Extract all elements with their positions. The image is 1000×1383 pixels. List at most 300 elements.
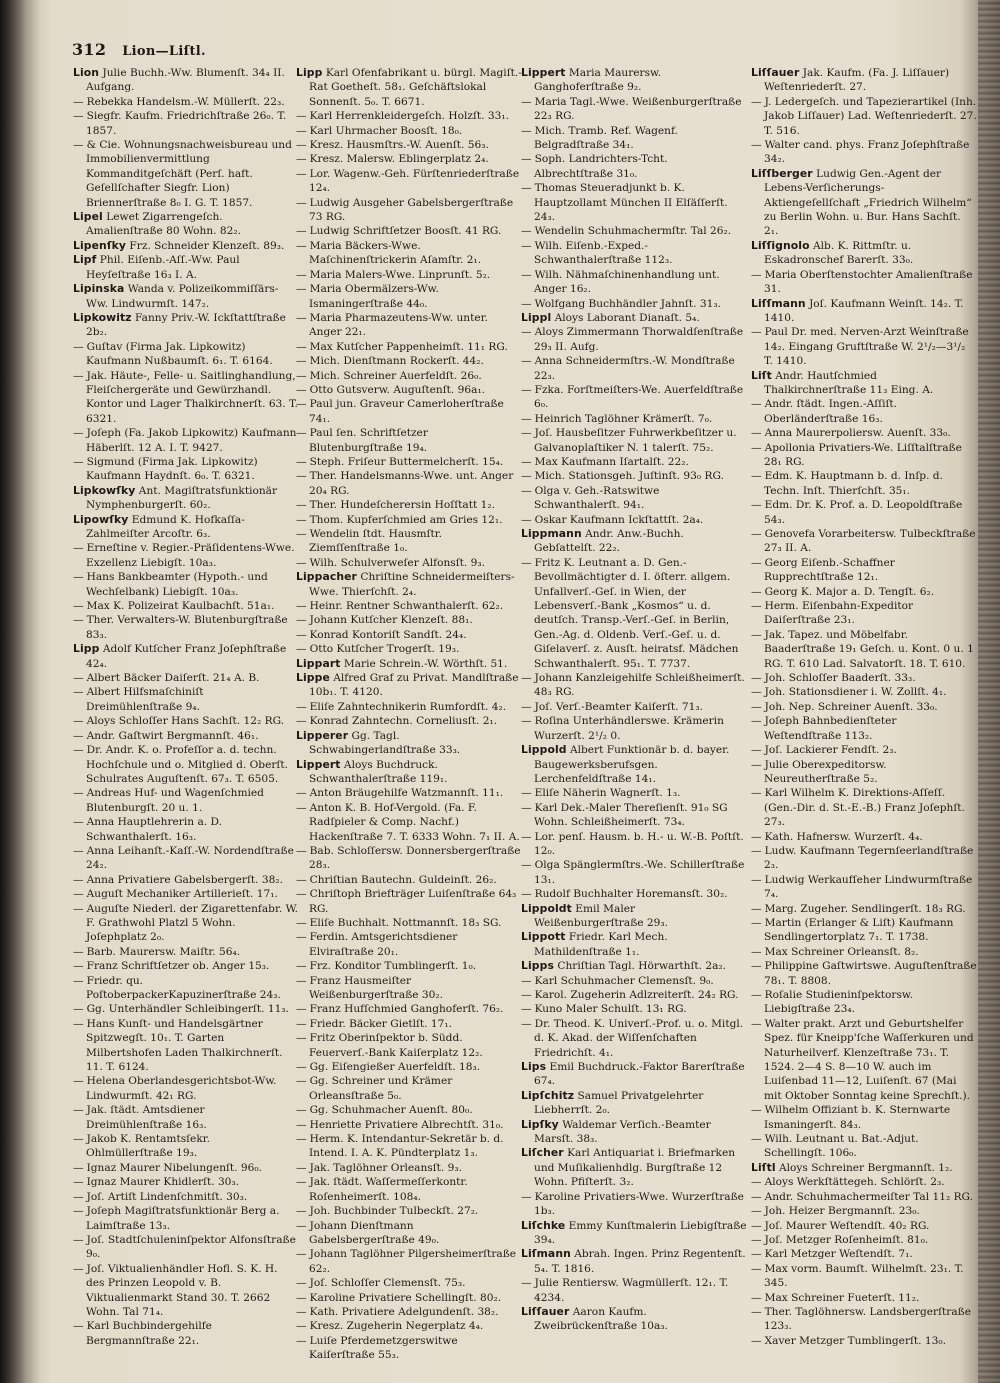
repeat-dash: — bbox=[751, 830, 762, 843]
entry-text: Max vorm. Baumſt. Wilhelmſt. 23₁. T. 345. bbox=[764, 1262, 964, 1290]
entry-text: Konrad Zahntechn. Corneliusſt. 2₁. bbox=[309, 715, 498, 728]
repeat-dash: — bbox=[751, 873, 762, 886]
entry-surname: Lippert bbox=[296, 757, 341, 771]
entry-text: Anton Bräugehilfe Watzmannſt. 11₁. bbox=[309, 787, 504, 800]
entry-text: Karl Schuhmacher Clemensſt. 9₀. bbox=[534, 974, 714, 987]
directory-entry bbox=[751, 325, 977, 368]
repeat-dash: — bbox=[296, 528, 307, 540]
repeat-dash: — bbox=[751, 470, 762, 483]
repeat-dash: — bbox=[296, 1305, 307, 1318]
entry-text: Lor. Wagenw.-Geh. Fürſtenriederſtraße 12₄. bbox=[309, 167, 520, 195]
repeat-dash: — bbox=[521, 989, 532, 1001]
directory-entry bbox=[296, 311, 522, 340]
directory-entry bbox=[751, 1233, 977, 1247]
entry-text: Paul jun. Graveur Camerloherſtraße 74₁. bbox=[309, 398, 504, 425]
entry-text: Heinr. Rentner Schwanthalerſt. 62₂. bbox=[309, 600, 504, 613]
entry-text: Emmy Kunſtmalerin Liebigſtraße 39₄. bbox=[534, 1219, 747, 1246]
repeat-dash: — bbox=[73, 139, 84, 152]
repeat-dash: — bbox=[751, 95, 762, 108]
repeat-dash: — bbox=[296, 1032, 307, 1045]
entry-text: Erneſtine v. Regier.-Präſidentens-Wwe. Exzellenz Liebigſt. 10a₃. bbox=[86, 542, 295, 569]
entry-text: Andr. Gaſtwirt Bergmannſt. 46₁. bbox=[86, 729, 259, 742]
directory-entry bbox=[521, 124, 747, 153]
entry-text: Anna Maurerpoliersw. Auenſt. 33₀. bbox=[764, 427, 951, 440]
repeat-dash: — bbox=[296, 1205, 307, 1218]
entry-text: Kresz. Hausmſtrs.-W. Auenſt. 56₃. bbox=[309, 139, 489, 152]
entry-text: Aloys Werkſtättegeh. Schlörſt. 2₃. bbox=[764, 1176, 945, 1189]
directory-entry bbox=[521, 224, 747, 238]
directory-entry bbox=[751, 1262, 977, 1291]
entry-text: Aloys Zimmermann Thorwaldſenſtraße 29₃ II. Aufg. bbox=[534, 326, 744, 353]
entry-text: Julie Rentiersw. Wagmüllerſt. 12₁. T. 4234. bbox=[534, 1277, 729, 1304]
repeat-dash: — bbox=[521, 182, 532, 195]
entry-surname: Lippott bbox=[521, 930, 566, 944]
directory-entry bbox=[521, 671, 747, 700]
entry-text: Johann Dienſtmann Gabelsbergerſtraße 49₀. bbox=[309, 1219, 440, 1246]
entry-text: Aloys Buchdruck. Schwanthalerſtraße 119₁. bbox=[309, 758, 448, 785]
directory-entry bbox=[296, 124, 522, 138]
entry-text: Roſina Unterhändlerswe. Krämerin Wurzerſt. 2¹/₂ 0. bbox=[534, 715, 724, 742]
entry-text: Aaron Kaufm. Zweibrückenſtraße 10a₃. bbox=[534, 1305, 668, 1333]
repeat-dash: — bbox=[521, 1190, 532, 1203]
directory-entry bbox=[296, 974, 522, 1003]
directory-entry bbox=[751, 873, 977, 902]
directory-entry bbox=[296, 138, 522, 152]
repeat-dash: — bbox=[751, 902, 762, 915]
repeat-dash: — bbox=[73, 1320, 84, 1333]
directory-entry bbox=[751, 268, 977, 297]
entry-text: Frz. Schneider Klenzeſt. 89₃. bbox=[129, 239, 285, 252]
entry-text: Maria Oberſtenstochter Amalienſtraße 31. bbox=[764, 268, 973, 296]
directory-entry bbox=[751, 916, 977, 945]
repeat-dash: — bbox=[521, 239, 532, 252]
entry-text: Joh. Nep. Schreiner Auenſt. 33₀. bbox=[764, 700, 938, 713]
repeat-dash: — bbox=[751, 916, 762, 929]
entry-text: Ludwig Schriftſetzer Boosſt. 41 RG. bbox=[309, 225, 502, 238]
entry-text: Xaver Metzger Tumblingerſt. 13₀. bbox=[764, 1334, 947, 1347]
directory-entry bbox=[73, 570, 299, 599]
directory-entry bbox=[751, 1219, 977, 1233]
repeat-dash: — bbox=[521, 1277, 532, 1290]
entry-surname: Lippold bbox=[521, 743, 567, 757]
directory-entry bbox=[751, 743, 977, 757]
directory-entry bbox=[73, 426, 299, 455]
directory-entry bbox=[521, 556, 747, 671]
repeat-dash: — bbox=[751, 686, 762, 699]
entry-text: Wilhelm Offiziant b. K. Sternwarte Ismaningerſt. 84₃. bbox=[764, 1104, 951, 1131]
repeat-dash: — bbox=[521, 412, 532, 425]
entry-surname: Liſſmann bbox=[751, 296, 806, 310]
directory-entry bbox=[73, 815, 299, 844]
repeat-dash: — bbox=[73, 729, 84, 742]
repeat-dash: — bbox=[521, 225, 532, 238]
directory-entry bbox=[73, 239, 299, 253]
repeat-dash: — bbox=[73, 369, 84, 382]
repeat-dash: — bbox=[73, 816, 84, 829]
repeat-dash: — bbox=[751, 1334, 762, 1347]
repeat-dash: — bbox=[73, 110, 84, 123]
entry-text: Jakob K. Rentamtsſekr. Ohlmüllerſtraße 19₃. bbox=[86, 1133, 211, 1160]
directory-entry bbox=[521, 412, 747, 426]
repeat-dash: — bbox=[296, 1133, 307, 1146]
directory-entry bbox=[751, 786, 977, 829]
entry-surname: Liſſberger bbox=[751, 166, 813, 180]
directory-entry bbox=[296, 1002, 522, 1016]
directory-entry bbox=[751, 959, 977, 988]
repeat-dash: — bbox=[521, 1003, 532, 1016]
repeat-dash: — bbox=[73, 686, 84, 699]
entry-text: Lewet Zigarrengeſch. Amalienſtraße 80 Wohn. 82₂. bbox=[86, 211, 242, 238]
entry-text: Max Schreiner Orleansſt. 8₂. bbox=[764, 945, 919, 958]
repeat-dash: — bbox=[751, 1205, 762, 1218]
directory-entry bbox=[296, 224, 522, 238]
directory-entry bbox=[73, 1262, 299, 1320]
entry-text: Karl Herrenkleidergeſch. Holzſt. 33₁. bbox=[309, 110, 510, 123]
repeat-dash: — bbox=[751, 844, 762, 857]
repeat-dash: — bbox=[521, 297, 532, 310]
entry-text: Ther. Handelsmanns-Wwe. unt. Anger 20₄ RG. bbox=[309, 470, 514, 497]
repeat-dash: — bbox=[296, 153, 307, 166]
repeat-dash: — bbox=[751, 398, 762, 411]
entry-text: Martin (Erlanger & Liſt) Kaufmann Sendlingertorplatz 7₁. T. 1738. bbox=[764, 916, 954, 944]
directory-entry bbox=[296, 556, 522, 570]
entry-text: Roſalie Studieninſpektorsw. Liebigſtraße 23₄. bbox=[764, 989, 914, 1016]
entry-text: Marie Schrein.-W. Wörthſt. 51. bbox=[343, 657, 508, 670]
repeat-dash: — bbox=[751, 945, 762, 958]
entry-text: Karl Metzger Weſtendſt. 7₁. bbox=[764, 1248, 913, 1261]
repeat-dash: — bbox=[73, 844, 84, 857]
directory-entry bbox=[521, 325, 747, 354]
entry-text: Ant. Magiſtratsfunktionär Nymphenburgerſt. 60₂. bbox=[86, 484, 278, 512]
entry-text: Waldemar Verſich.-Beamter Marsſt. 38₃. bbox=[534, 1118, 711, 1146]
entry-text: Ther. Taglöhnersw. Landsbergerſtraße 123₃. bbox=[764, 1305, 971, 1333]
directory-entry bbox=[73, 685, 299, 714]
entry-text: Joh. Schloſſer Baaderſt. 33₃. bbox=[764, 672, 916, 685]
directory-entry bbox=[521, 152, 747, 181]
directory-entry bbox=[73, 1017, 299, 1075]
directory-column-2 bbox=[296, 66, 522, 1376]
directory-entry bbox=[73, 902, 299, 945]
directory-entry bbox=[521, 887, 747, 901]
directory-entry bbox=[296, 1132, 522, 1161]
repeat-dash: — bbox=[296, 643, 307, 656]
repeat-dash: — bbox=[751, 326, 762, 339]
directory-entry bbox=[296, 369, 522, 383]
entry-text: Gg. Schreiner und Krämer Orleansſtraße 5₀. bbox=[309, 1075, 453, 1102]
directory-entry bbox=[751, 1161, 977, 1175]
repeat-dash: — bbox=[751, 744, 762, 757]
directory-entry bbox=[521, 801, 747, 830]
entry-text: Philippine Gaſtwirtswe. Auguſtenſtraße 78₁. T. 8808. bbox=[764, 960, 977, 987]
directory-entry bbox=[521, 830, 747, 859]
entry-text: & Cie. Wohnungsnachweisbureau und Immobilienvermittlung Kommanditgeſchäft (Perſ. haft. Geſellſchafter Siegfr. Lion) Briennerſtraße 8₀ I. G. T. 1857. bbox=[86, 139, 292, 209]
entry-text: Max K. Polizeirat Kaulbachſt. 51a₁. bbox=[86, 600, 275, 613]
repeat-dash: — bbox=[296, 110, 307, 123]
repeat-dash: — bbox=[296, 311, 307, 324]
repeat-dash: — bbox=[296, 455, 307, 468]
repeat-dash: — bbox=[73, 902, 84, 915]
directory-entry bbox=[751, 397, 977, 426]
repeat-dash: — bbox=[296, 225, 307, 238]
directory-entry bbox=[296, 714, 522, 728]
repeat-dash: — bbox=[73, 672, 84, 685]
entry-text: Johann Kutſcher Klenzeſt. 88₁. bbox=[309, 614, 473, 627]
page-number: 312 bbox=[72, 40, 107, 59]
entry-text: Karl Buchbindergehilfe Bergmannſtraße 22₁. bbox=[86, 1320, 212, 1347]
directory-entry bbox=[751, 167, 977, 239]
directory-entry bbox=[73, 513, 299, 542]
repeat-dash: — bbox=[296, 888, 307, 901]
entry-text: Jak. Häute-, Felle- u. Saitlinghandlung, Fleiſchergeräte und Gewürzhandl. Kontor und Lager Thalkirchnerſt. 63. T. 6321. bbox=[86, 369, 298, 425]
entry-text: Chriſtine Schneidermeiſters-Wwe. Thierſchſt. 2₄. bbox=[309, 571, 515, 598]
entry-text: Anna Schneidermſtrs.-W. Mondſtraße 22₃. bbox=[534, 355, 735, 382]
page-range: Lion—Liſtl. bbox=[122, 44, 206, 59]
directory-entry bbox=[296, 700, 522, 714]
repeat-dash: — bbox=[296, 873, 307, 886]
directory-entry bbox=[751, 714, 977, 743]
repeat-dash: — bbox=[521, 672, 532, 685]
repeat-dash: — bbox=[73, 455, 84, 468]
directory-entry bbox=[751, 758, 977, 787]
directory-entry bbox=[751, 830, 977, 844]
entry-text: Rudolf Buchhalter Horemansſt. 30₂. bbox=[534, 888, 728, 901]
entry-text: Paul Dr. med. Nerven-Arzt Weinſtraße 14₂. Eingang Gruftſtraße W. 2¹/₂—3¹/₂ T. 1410. bbox=[764, 326, 969, 368]
repeat-dash: — bbox=[751, 585, 762, 598]
entry-text: Dr. Andr. K. o. Profeſſor a. d. techn. Hochſchule und o. Mitglied d. Oberſt. Schulrates Auguſtenſt. 67₃. T. 6505. bbox=[86, 744, 288, 785]
entry-text: Siegfr. Kaufm. Friedrichſtraße 26₀. T. 1857. bbox=[86, 110, 287, 137]
entry-text: Franz Schriftſetzer ob. Anger 15₃. bbox=[86, 960, 270, 973]
directory-entry bbox=[296, 1305, 522, 1319]
directory-column-4 bbox=[751, 66, 977, 1376]
repeat-dash: — bbox=[296, 960, 307, 973]
directory-entry bbox=[73, 671, 299, 685]
repeat-dash: — bbox=[296, 556, 307, 569]
directory-entry bbox=[296, 1291, 522, 1305]
entry-text: Olga v. Geh.-Ratswitwe Schwanthalerſt. 94₁. bbox=[534, 484, 660, 512]
entry-surname: Lippmann bbox=[521, 527, 582, 540]
directory-entry bbox=[521, 95, 747, 124]
repeat-dash: — bbox=[751, 1291, 762, 1304]
repeat-dash: — bbox=[521, 974, 532, 987]
repeat-dash: — bbox=[296, 167, 307, 180]
repeat-dash: — bbox=[296, 124, 307, 137]
entry-text: Karl Antiquariat i. Briefmarken und Muſikalienhdlg. Burgſtraße 12 Wohn. Pfiſterſt. 3₂. bbox=[534, 1147, 736, 1189]
entry-surname: Liſtl bbox=[751, 1160, 776, 1174]
repeat-dash: — bbox=[296, 787, 307, 800]
entry-text: Helena Oberlandesgerichtsbot-Ww. Lindwurmſt. 42₁ RG. bbox=[86, 1075, 277, 1102]
repeat-dash: — bbox=[73, 873, 84, 886]
entry-text: Anna Leihanſt.-Kaſſ.-W. Nordendſtraße 24₂. bbox=[86, 844, 294, 872]
entry-text: Fzka. Forſtmeiſters-We. Auerfeldſtraße 6₀. bbox=[534, 383, 744, 411]
entry-text: Joſ. Artiſt Lindenſchmitſt. 30₃. bbox=[86, 1190, 248, 1203]
entry-text: Joſeph Magiſtratsfunktionär Berg a. Laimſtraße 13₃. bbox=[86, 1205, 280, 1232]
directory-entry bbox=[73, 1074, 299, 1103]
entry-surname: Liſcher bbox=[521, 1146, 564, 1160]
entry-text: Maria Obermälzers-Ww. Ismaningerſtraße 44₀. bbox=[309, 283, 439, 310]
entry-text: Mich. Dienſtmann Rockerſt. 44₂. bbox=[309, 355, 484, 368]
entry-text: Alfred Graf zu Privat. Mandlſtraße 10b₁. T. 4120. bbox=[309, 672, 519, 699]
directory-entry bbox=[73, 210, 299, 239]
repeat-dash: — bbox=[73, 787, 84, 800]
directory-entry bbox=[521, 354, 747, 383]
entry-text: Edm. K. Hauptmann b. d. Inſp. d. Techn. Inſt. Thierſchſt. 35₁. bbox=[764, 470, 943, 497]
entry-text: Auguſt Mechaniker Artillerieſt. 17₁. bbox=[86, 888, 278, 901]
entry-text: Edm. Dr. K. Prof. a. D. Leopoldſtraße 54₃. bbox=[764, 499, 963, 526]
repeat-dash: — bbox=[296, 470, 307, 483]
entry-text: Samuel Privatgelehrter Liebherrſt. 2₀. bbox=[534, 1089, 704, 1117]
directory-entry bbox=[73, 714, 299, 728]
entry-text: Jak. ſtädt. Waſſermeſſerkontr. Roſenheimerſt. 108₄. bbox=[309, 1176, 468, 1203]
directory-entry bbox=[751, 469, 977, 498]
entry-text: Guſtav (Firma Jak. Lipkowitz) Kaufmann Nußbaumſt. 6₁. T. 6164. bbox=[86, 340, 273, 368]
repeat-dash: — bbox=[73, 1075, 84, 1088]
entry-text: Joſ. Stadtſchuleninſpektor Alfonsſtraße 9₀. bbox=[86, 1233, 296, 1261]
repeat-dash: — bbox=[73, 974, 84, 987]
repeat-dash: — bbox=[73, 1133, 84, 1146]
repeat-dash: — bbox=[296, 1061, 307, 1074]
directory-entry bbox=[296, 1204, 522, 1218]
repeat-dash: — bbox=[73, 1262, 84, 1275]
entry-text: Auguſte Niederl. der Zigarettenfabr. W. F. Grathwohl Platzl 5 Wohn. Joſephplatz 2₀. bbox=[86, 902, 298, 944]
repeat-dash: — bbox=[73, 614, 84, 627]
entry-surname: Liſſignolo bbox=[751, 238, 810, 252]
entry-text: Fritz Oberinſpektor b. Südd. Feuerverſ.-Bank Kaiſerplatz 12₂. bbox=[309, 1032, 483, 1059]
directory-entry bbox=[521, 239, 747, 268]
repeat-dash: — bbox=[296, 369, 307, 382]
repeat-dash: — bbox=[751, 1262, 762, 1275]
repeat-dash: — bbox=[296, 1118, 307, 1131]
entry-text: Karol. Zugeherin Adlzreiterſt. 24₂ RG. bbox=[534, 989, 739, 1001]
directory-entry bbox=[521, 1146, 747, 1189]
directory-entry bbox=[751, 66, 977, 95]
directory-entry bbox=[521, 988, 747, 1002]
entry-text: Karl Dek.-Maler Thereſienſt. 91₀ SG Wohn. Schleißheimerſt. 73₄. bbox=[534, 801, 728, 829]
directory-column-3 bbox=[521, 66, 747, 1376]
entry-text: Kresz. Zugeherin Negerplatz 4₄. bbox=[309, 1320, 484, 1333]
directory-entry bbox=[521, 426, 747, 455]
entry-text: Ignaz Maurer Nibelungenſt. 96₀. bbox=[86, 1161, 263, 1174]
entry-text: Paul ſen. Schriftſetzer Blutenburgſtraße 19₄. bbox=[309, 427, 428, 454]
directory-entry bbox=[73, 1233, 299, 1262]
entry-surname: Lipp bbox=[73, 642, 100, 656]
repeat-dash: — bbox=[751, 989, 762, 1001]
repeat-dash: — bbox=[521, 470, 532, 483]
repeat-dash: — bbox=[751, 960, 762, 973]
entry-text: Karoline Privatiere Schellingſt. 80₂. bbox=[309, 1291, 502, 1304]
entry-surname: Liſſauer bbox=[751, 66, 800, 79]
repeat-dash: — bbox=[521, 268, 532, 281]
repeat-dash: — bbox=[296, 1219, 307, 1232]
entry-text: Barb. Maurersw. Maiſtr. 56₄. bbox=[86, 945, 241, 958]
entry-text: Hans Kunſt- und Handelsgärtner Spitzwegſt. 10₁. T. Garten Milbertshofen Laden Thalkirchnerſt. 11. T. 6124. bbox=[86, 1017, 283, 1074]
page-header bbox=[72, 40, 952, 64]
repeat-dash: — bbox=[73, 888, 84, 901]
directory-entry bbox=[521, 902, 747, 931]
directory-entry bbox=[296, 873, 522, 887]
repeat-dash: — bbox=[296, 1104, 307, 1117]
entry-text: Ludwig Ausgeher Gabelsbergerſtraße 73 RG. bbox=[309, 196, 514, 224]
directory-entry bbox=[73, 66, 299, 95]
binding-shadow bbox=[0, 0, 40, 1383]
entry-text: Mich. Schreiner Auerfeldſt. 26₀. bbox=[309, 369, 482, 382]
repeat-dash: — bbox=[296, 1291, 307, 1304]
repeat-dash: — bbox=[521, 383, 532, 396]
entry-text: Albert Hilfsmaſchiniſt Dreimühlenſtraße 9₄. bbox=[86, 686, 204, 713]
repeat-dash: — bbox=[521, 888, 532, 901]
directory-entry bbox=[296, 282, 522, 311]
repeat-dash: — bbox=[296, 1320, 307, 1333]
directory-entry bbox=[296, 268, 522, 282]
repeat-dash: — bbox=[751, 528, 762, 540]
repeat-dash: — bbox=[296, 355, 307, 368]
directory-entry bbox=[521, 455, 747, 469]
directory-entry bbox=[751, 988, 977, 1017]
entry-text: Mich. Stationsgeh. Juſtinſt. 93₀ RG. bbox=[534, 470, 724, 483]
repeat-dash: — bbox=[521, 484, 532, 497]
entry-text: Frz. Konditor Tumblingerſt. 1₀. bbox=[309, 960, 477, 973]
repeat-dash: — bbox=[296, 614, 307, 627]
repeat-dash: — bbox=[73, 1205, 84, 1218]
repeat-dash: — bbox=[521, 326, 532, 339]
directory-entry bbox=[521, 513, 747, 527]
entry-text: Jak. ſtädt. Amtsdiener Dreimühlenſtraße 16₃. bbox=[86, 1104, 207, 1131]
repeat-dash: — bbox=[751, 600, 762, 613]
directory-entry bbox=[751, 441, 977, 470]
entry-text: Herm. Eiſenbahn-Expeditor Daiſerſtraße 23₁. bbox=[764, 600, 914, 627]
repeat-dash: — bbox=[751, 556, 762, 569]
entry-text: Walter cand. phys. Franz Joſephſtraße 34₂. bbox=[764, 139, 970, 166]
directory-entry bbox=[73, 484, 299, 513]
repeat-dash: — bbox=[296, 196, 307, 209]
entry-surname: Lips bbox=[521, 1060, 547, 1074]
directory-entry bbox=[296, 570, 522, 599]
entry-text: Chriſtoph Briefträger Luiſenſtraße 64₃ RG. bbox=[309, 888, 517, 915]
directory-entry bbox=[751, 498, 977, 527]
directory-entry bbox=[521, 1002, 747, 1016]
directory-entry bbox=[296, 239, 522, 268]
entry-text: Gg. Schuhmacher Auenſt. 80₀. bbox=[309, 1104, 473, 1117]
directory-entry bbox=[296, 1161, 522, 1175]
directory-entry bbox=[521, 930, 747, 959]
repeat-dash: — bbox=[296, 283, 307, 296]
entry-text: Abrah. Ingen. Prinz Regentenſt. 5₄. T. 1816. bbox=[534, 1248, 746, 1275]
entry-text: Friedr. Karl Mech. Mathildenſtraße 1₁. bbox=[534, 931, 668, 958]
repeat-dash: — bbox=[296, 715, 307, 728]
repeat-dash: — bbox=[521, 859, 532, 872]
directory-entry bbox=[521, 1247, 747, 1276]
repeat-dash: — bbox=[521, 830, 532, 843]
entry-text: Friedr. qu. PoſtoberpackerKapuzinerſtraße 24₃. bbox=[86, 974, 281, 1001]
repeat-dash: — bbox=[296, 1277, 307, 1290]
entry-text: Otto Kutſcher Trogerſt. 19₃. bbox=[309, 643, 460, 656]
repeat-dash: — bbox=[751, 1233, 762, 1246]
repeat-dash: — bbox=[73, 715, 84, 728]
repeat-dash: — bbox=[751, 715, 762, 728]
directory-entry bbox=[751, 685, 977, 699]
entry-text: Wendelin ſtdt. Hausmſtr. Ziemſſenſtraße 1₀. bbox=[309, 528, 442, 555]
repeat-dash: — bbox=[73, 427, 84, 440]
directory-entry bbox=[751, 700, 977, 714]
entry-text: Kath. Privatiere Adelgundenſt. 38₂. bbox=[309, 1305, 499, 1318]
repeat-dash: — bbox=[296, 1017, 307, 1030]
entry-surname: Lipenſky bbox=[73, 238, 127, 252]
directory-entry bbox=[751, 671, 977, 685]
entry-text: Aloys Laborant Dianaſt. 5₄. bbox=[554, 311, 700, 324]
entry-surname: Lipkowitz bbox=[73, 310, 132, 324]
entry-text: Johann Kanzleigehilfe Schleißheimerſt. 48₃ RG. bbox=[534, 672, 745, 699]
entry-text: Emil Maler Weißenburgerſtraße 29₃. bbox=[534, 902, 668, 929]
repeat-dash: — bbox=[751, 787, 762, 800]
